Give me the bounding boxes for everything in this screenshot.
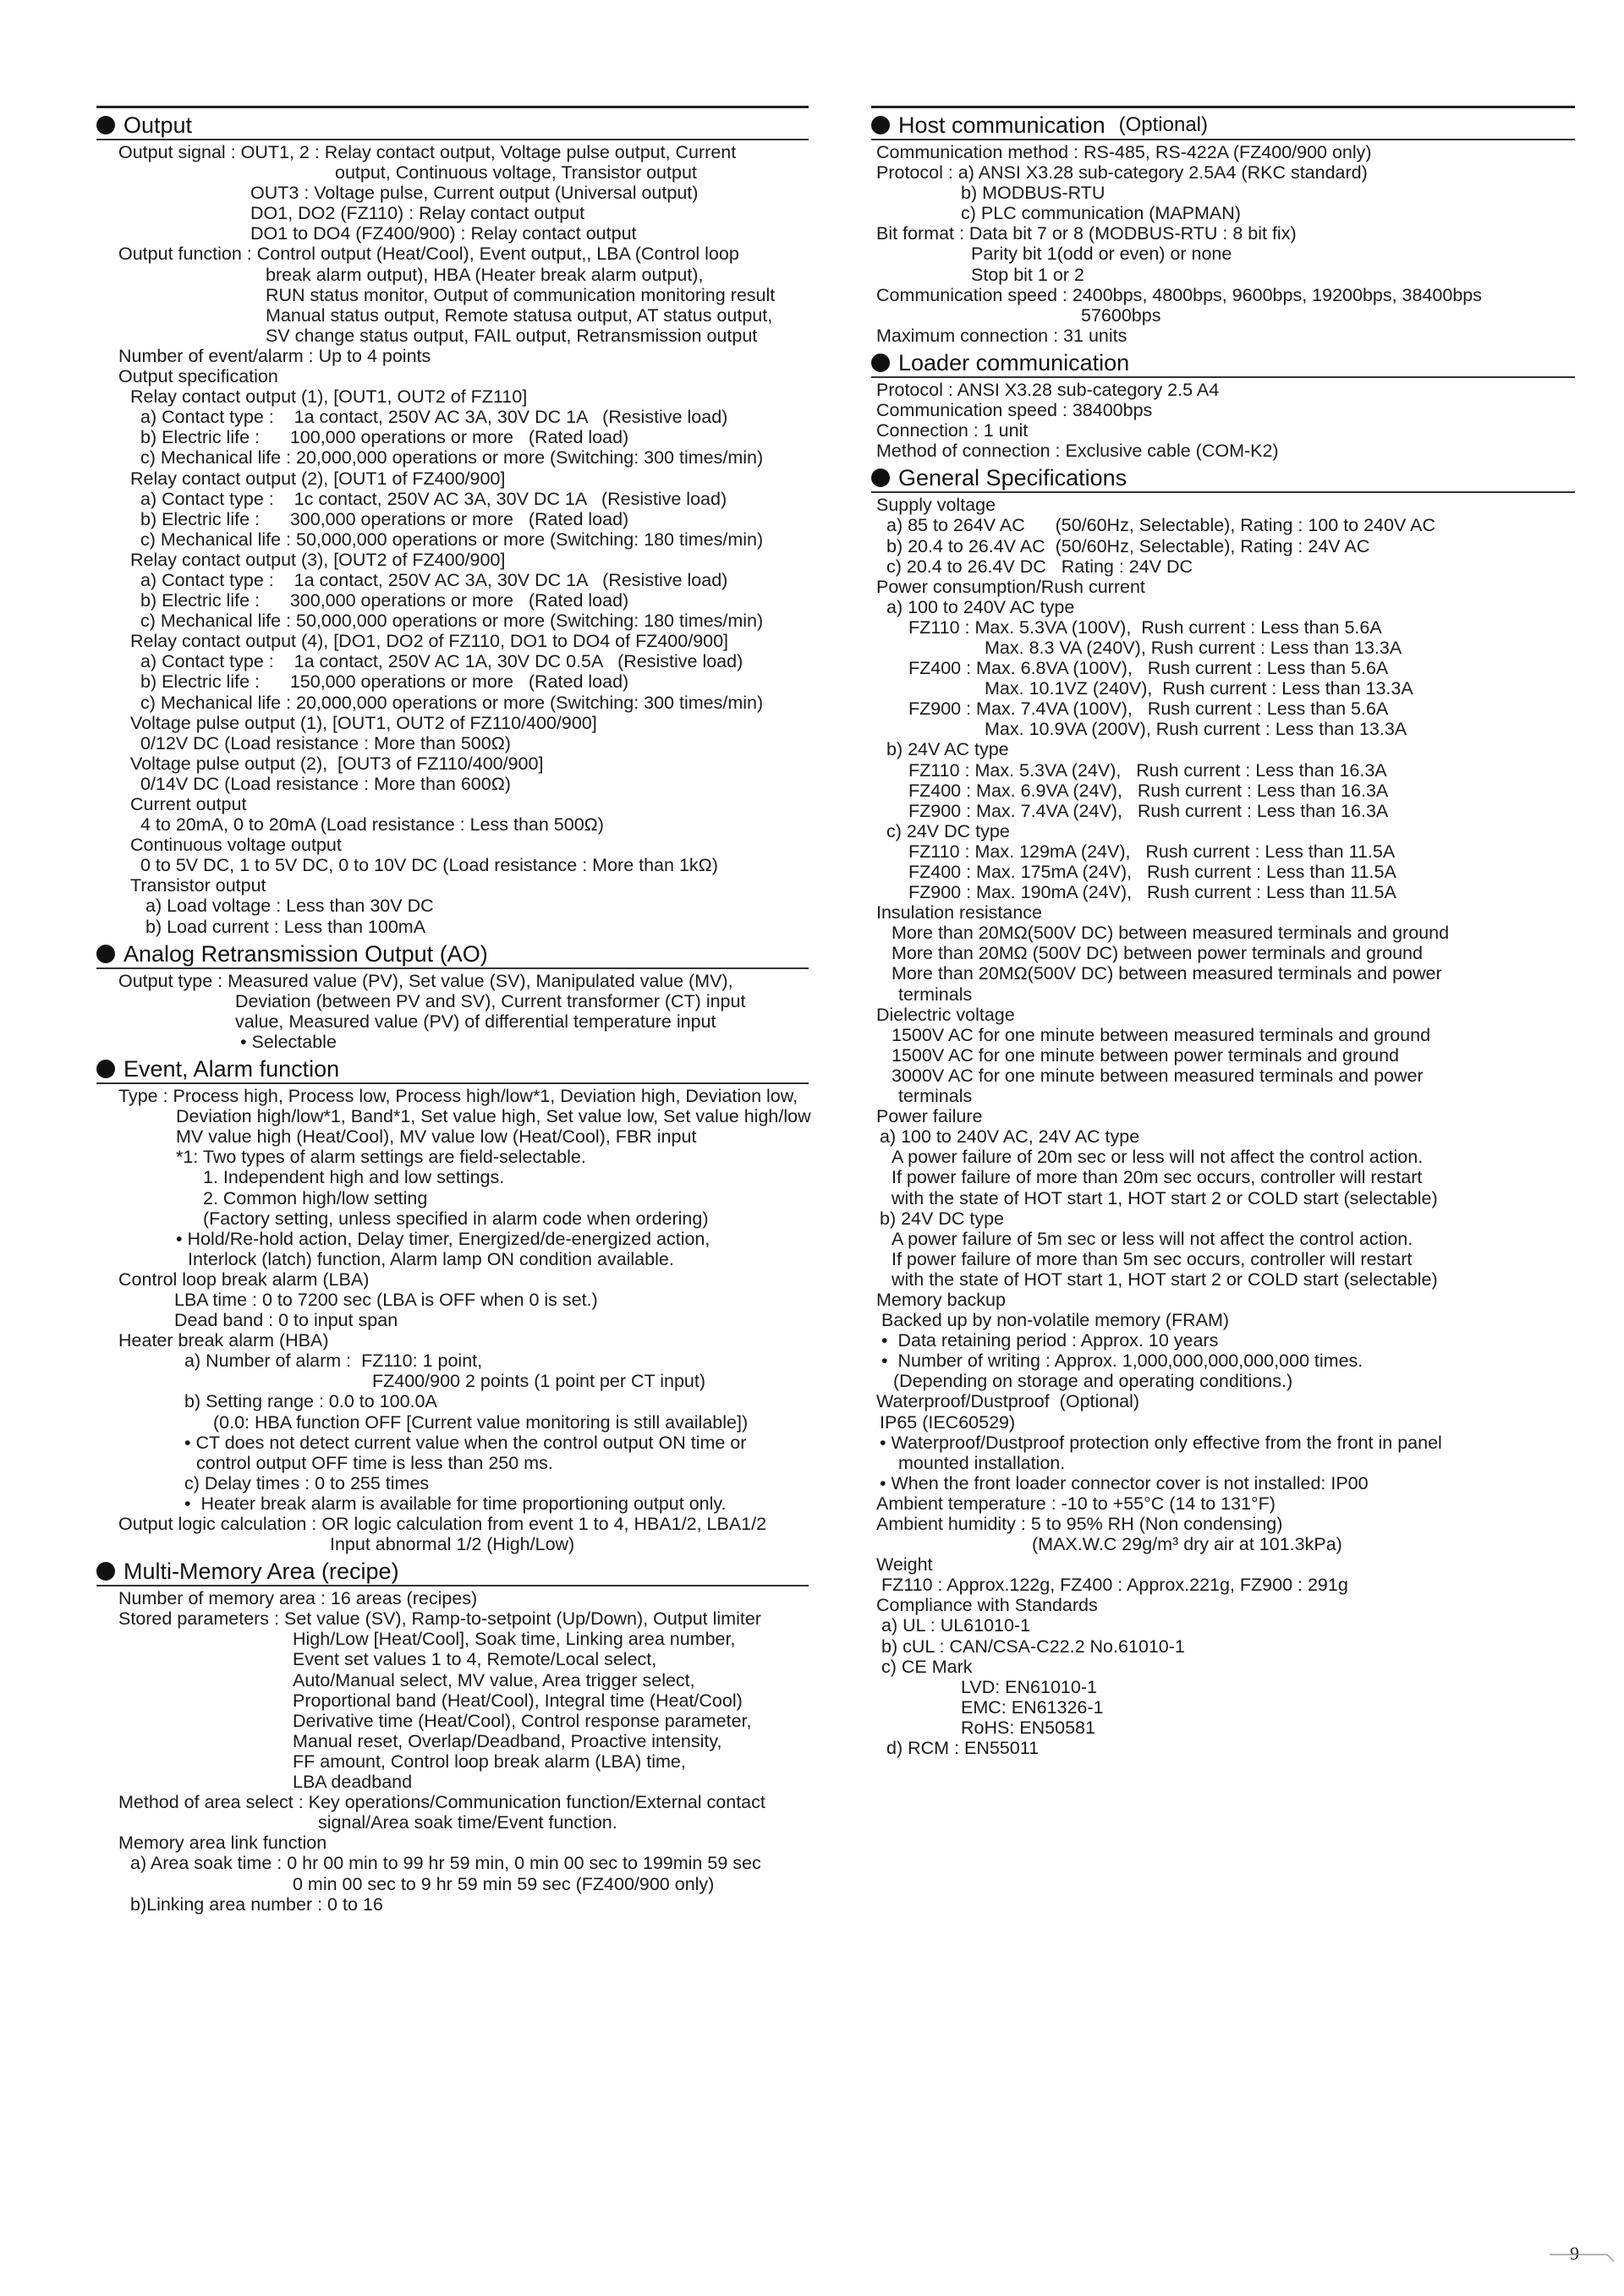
bullet-icon	[871, 116, 890, 134]
page-number: 9	[1570, 2243, 1579, 2264]
spec-line: Output function : Control output (Heat/Cool), Event output,, LBA (Control loop	[118, 244, 739, 265]
spec-line: Backed up by non-volatile memory (FRAM)	[881, 1310, 1230, 1331]
spec-line: Parity bit 1(odd or even) or none	[971, 244, 1232, 265]
spec-line: b)Linking area number : 0 to 16	[130, 1893, 383, 1915]
spec-line: FZ110 : Max. 129mA (24V), Rush current : Less than 11.5A	[908, 841, 1396, 862]
spec-line: Max. 10.9VA (200V), Rush current : Less than 13.3A	[985, 719, 1407, 740]
spec-line: a) 85 to 264V AC (50/60Hz, Selectable), Rating : 100 to 240V AC	[886, 515, 1435, 536]
spec-line: Event set values 1 to 4, Remote/Local select,	[293, 1649, 657, 1670]
spec-line: DO1 to DO4 (FZ400/900) : Relay contact output	[250, 223, 637, 244]
spec-line: Ambient humidity : 5 to 95% RH (Non condensing)	[876, 1514, 1283, 1534]
spec-line: Bit format : Data bit 7 or 8 (MODBUS-RTU : 8 bit fix)	[876, 223, 1297, 244]
spec-line: Waterproof/Dustproof (Optional)	[876, 1391, 1140, 1412]
bullet-icon	[871, 353, 890, 372]
spec-line: a) Number of alarm : FZ110: 1 point,	[184, 1351, 483, 1372]
spec-line: Voltage pulse output (1), [OUT1, OUT2 of FZ110/400/900]	[130, 712, 597, 733]
spec-line: RUN status monitor, Output of communication monitoring result	[266, 284, 776, 305]
spec-line: c) Delay times : 0 to 255 times	[184, 1472, 430, 1493]
spec-line: Heater break alarm (HBA)	[118, 1330, 329, 1351]
spec-line: Power failure	[876, 1106, 983, 1127]
spec-line: control output OFF time is less than 250 ms.	[196, 1452, 553, 1473]
spec-line: Manual status output, Remote statusa output, AT status output,	[266, 304, 773, 326]
spec-line: b) Electric life : 300,000 operations or more (Rated load)	[140, 590, 629, 611]
spec-line: 0/14V DC (Load resistance : More than 600Ω)	[140, 773, 511, 794]
spec-line: c) Mechanical life : 20,000,000 operations or more (Switching: 300 times/min)	[140, 692, 764, 713]
spec-line: a) 100 to 240V AC, 24V AC type	[880, 1126, 1140, 1148]
spec-line: Memory backup	[876, 1289, 1006, 1310]
spec-line: b) Electric life : 100,000 operations or more (Rated load)	[140, 427, 629, 448]
spec-line: Auto/Manual select, MV value, Area trigger select,	[293, 1669, 695, 1690]
spec-line: Output specification	[118, 366, 278, 387]
spec-line: DO1, DO2 (FZ110) : Relay contact output	[250, 203, 585, 224]
spec-line: LBA time : 0 to 7200 sec (LBA is OFF when 0 is set.)	[174, 1289, 598, 1310]
spec-line: a) Contact type : 1c contact, 250V AC 3A, 30V DC 1A (Resistive load)	[140, 488, 727, 509]
spec-line: mounted installation.	[898, 1452, 1066, 1473]
spec-line: b) 20.4 to 26.4V AC (50/60Hz, Selectable), Rating : 24V AC	[886, 535, 1370, 556]
spec-line: Derivative time (Heat/Cool), Control response parameter,	[293, 1710, 752, 1731]
spec-line: c) Mechanical life : 20,000,000 operations or more (Switching: 300 times/min)	[140, 447, 764, 469]
top-rule	[871, 106, 1575, 108]
spec-line: b) Load current : Less than 100mA	[145, 916, 426, 937]
spec-line: FZ110 : Max. 5.3VA (100V), Rush current : Less than 5.6A	[908, 616, 1382, 638]
spec-line: Proportional band (Heat/Cool), Integral time (Heat/Cool)	[293, 1690, 743, 1711]
spec-line: c) 24V DC type	[886, 820, 1010, 841]
spec-line: a) Area soak time : 0 hr 00 min to 99 hr 59 min, 0 min 00 sec to 199min 59 sec	[130, 1853, 761, 1874]
section-body	[96, 1084, 809, 1554]
spec-line: b) Electric life : 150,000 operations or more (Rated load)	[140, 671, 629, 693]
spec-line: FZ400 : Max. 6.9VA (24V), Rush current : Less than 16.3A	[908, 780, 1389, 801]
section-heading	[871, 464, 1575, 493]
spec-line: output, Continuous voltage, Transistor output	[335, 162, 697, 184]
spec-line: FZ400 : Max. 6.8VA (100V), Rush current : Less than 5.6A	[908, 658, 1389, 679]
spec-line: Communication method : RS-485, RS-422A (FZ400/900 only)	[876, 142, 1372, 162]
spec-line: Dielectric voltage	[876, 1004, 1015, 1025]
spec-line: FZ900 : Max. 190mA (24V), Rush current : Less than 11.5A	[908, 882, 1396, 903]
spec-line: d) RCM : EN55011	[886, 1738, 1040, 1759]
bullet-icon	[871, 469, 890, 487]
section-title: Output	[123, 112, 193, 138]
section-loader-communication	[871, 349, 1575, 461]
spec-line: 4 to 20mA, 0 to 20mA (Load resistance : Less than 500Ω)	[140, 814, 604, 836]
spec-line: Dead band : 0 to input span	[174, 1310, 398, 1331]
bullet-icon	[96, 945, 115, 963]
spec-line: Continuous voltage output	[130, 835, 342, 856]
bullet-icon	[96, 1562, 115, 1581]
spec-line: Current output	[130, 794, 247, 814]
spec-line: More than 20MΩ(500V DC) between measured terminals and power	[892, 963, 1442, 984]
spec-line: Output signal : OUT1, 2 : Relay contact output, Voltage pulse output, Current	[118, 142, 737, 162]
bullet-icon	[96, 1060, 115, 1078]
spec-line: Interlock (latch) function, Alarm lamp ON condition available.	[188, 1248, 674, 1269]
spec-line: Number of memory area : 16 areas (recipes)	[118, 1588, 478, 1609]
spec-line: a) Contact type : 1a contact, 250V AC 3A, 30V DC 1A (Resistive load)	[140, 407, 728, 428]
page-corner-mark	[1548, 2249, 1616, 2283]
spec-line: Communication speed : 38400bps	[876, 400, 1153, 421]
spec-line: Deviation (between PV and SV), Current transformer (CT) input	[235, 990, 746, 1011]
spec-line: 1500V AC for one minute between measured terminals and ground	[892, 1024, 1431, 1045]
section-heading	[96, 1055, 809, 1084]
section-event-alarm-function	[96, 1055, 809, 1554]
spec-line: (Depending on storage and operating conditions.)	[893, 1371, 1293, 1392]
spec-line: Ambient temperature : -10 to +55°C (14 to 131°F)	[876, 1493, 1276, 1514]
section-body	[96, 1586, 809, 1915]
section-host-communication	[871, 112, 1575, 346]
spec-line: a) Contact type : 1a contact, 250V AC 1A, 30V DC 0.5A (Resistive load)	[140, 651, 743, 672]
spec-line: Relay contact output (1), [OUT1, OUT2 of FZ110]	[130, 386, 528, 408]
spec-line: Voltage pulse output (2), [OUT3 of FZ110/400/900]	[130, 753, 544, 774]
spec-line: FZ900 : Max. 7.4VA (24V), Rush current : Less than 16.3A	[908, 800, 1389, 821]
spec-line: More than 20MΩ(500V DC) between measured terminals and ground	[892, 923, 1450, 944]
spec-line: 0/12V DC (Load resistance : More than 500Ω)	[140, 732, 511, 753]
spec-line: LVD: EN61010-1	[961, 1676, 1097, 1697]
spec-line: with the state of HOT start 1, HOT start 2 or COLD start (selectable)	[892, 1269, 1438, 1290]
spec-line: OUT3 : Voltage pulse, Current output (Universal output)	[250, 183, 699, 204]
section-output	[96, 112, 809, 937]
spec-line: Connection : 1 unit	[876, 420, 1029, 441]
spec-line: b) Electric life : 300,000 operations or more (Rated load)	[140, 508, 629, 529]
spec-line: A power failure of 5m sec or less will not affect the control action.	[892, 1228, 1413, 1249]
spec-line: Maximum connection : 31 units	[876, 325, 1127, 346]
section-body	[871, 378, 1575, 461]
spec-line: If power failure of more than 20m sec occurs, controller will restart	[892, 1167, 1423, 1188]
spec-line: Stored parameters : Set value (SV), Ramp-to-setpoint (Up/Down), Output limiter	[118, 1608, 761, 1630]
spec-line: SV change status output, FAIL output, Retransmission output	[266, 325, 758, 346]
section-heading	[871, 349, 1575, 378]
spec-line: c) Mechanical life : 50,000,000 operations or more (Switching: 180 times/min)	[140, 611, 764, 632]
spec-line: Protocol : ANSI X3.28 sub-category 2.5 A4	[876, 379, 1220, 400]
spec-line: 0 to 5V DC, 1 to 5V DC, 0 to 10V DC (Load resistance : More than 1kΩ)	[140, 855, 718, 876]
section-title: Event, Alarm function	[123, 1056, 340, 1082]
spec-line: Weight	[876, 1554, 933, 1575]
section-title: Host communication	[898, 112, 1106, 138]
spec-line: signal/Area soak time/Event function.	[318, 1812, 617, 1833]
spec-line: terminals	[898, 984, 973, 1005]
spec-line: c) 20.4 to 26.4V DC Rating : 24V DC	[886, 556, 1193, 577]
section-body	[96, 969, 809, 1052]
left-column	[96, 106, 809, 1915]
spec-line: 1500V AC for one minute between power terminals and ground	[892, 1044, 1399, 1066]
spec-line: Output type : Measured value (PV), Set value (SV), Manipulated value (MV),	[118, 970, 733, 991]
spec-line: MV value high (Heat/Cool), MV value low (Heat/Cool), FBR input	[176, 1126, 697, 1148]
spec-line: High/Low [Heat/Cool], Soak time, Linking area number,	[293, 1629, 736, 1650]
spec-line: Output logic calculation : OR logic calculation from event 1 to 4, HBA1/2, LBA1/2	[118, 1514, 767, 1534]
spec-line: Memory area link function	[118, 1833, 327, 1854]
spec-line: 1. Independent high and low settings.	[203, 1167, 505, 1188]
spec-line: • When the front loader connector cover is not installed: IP00	[880, 1472, 1369, 1493]
section-general-specifications	[871, 464, 1575, 1758]
spec-line: Relay contact output (4), [DO1, DO2 of FZ110, DO1 to DO4 of FZ400/900]	[130, 631, 729, 652]
top-rule	[96, 106, 809, 108]
spec-line: Supply voltage	[876, 495, 996, 516]
spec-line: Number of event/alarm : Up to 4 points	[118, 345, 431, 366]
spec-line: A power failure of 20m sec or less will not affect the control action.	[892, 1147, 1424, 1168]
spec-line: RoHS: EN50581	[961, 1717, 1095, 1738]
bullet-icon	[96, 116, 115, 134]
spec-line: c) PLC communication (MAPMAN)	[961, 203, 1241, 224]
spec-line: Manual reset, Overlap/Deadband, Proactive intensity,	[293, 1730, 722, 1751]
spec-line: Type : Process high, Process low, Process high/low*1, Deviation high, Deviation low,	[118, 1086, 798, 1107]
spec-line: c) CE Mark	[881, 1656, 973, 1677]
spec-line: b) cUL : CAN/CSA-C22.2 No.61010-1	[881, 1636, 1185, 1657]
spec-line: Input abnormal 1/2 (High/Low)	[330, 1534, 575, 1555]
spec-line: • Heater break alarm is available for time proportioning output only.	[184, 1493, 727, 1514]
section-heading	[96, 112, 809, 140]
right-column	[871, 106, 1575, 1758]
spec-line: b) Setting range : 0.0 to 100.0A	[184, 1391, 437, 1412]
spec-line: FZ400/900 2 points (1 point per CT input)	[372, 1371, 705, 1392]
spec-line: Power consumption/Rush current	[876, 576, 1145, 597]
spec-line: • Hold/Re-hold action, Delay timer, Energized/de-energized action,	[176, 1228, 710, 1249]
section-body	[96, 140, 809, 937]
spec-line: (0.0: HBA function OFF [Current value monitoring is still available])	[213, 1411, 749, 1433]
spec-line: a) 100 to 240V AC type	[886, 596, 1075, 617]
spec-line: • CT does not detect current value when the control output ON time or	[184, 1432, 747, 1453]
spec-line: Insulation resistance	[876, 902, 1042, 923]
section-analog-retransmission-output-ao	[96, 940, 809, 1052]
spec-line: Method of connection : Exclusive cable (COM-K2)	[876, 441, 1279, 462]
spec-line: *1: Two types of alarm settings are field-selectable.	[176, 1147, 586, 1168]
section-title: Multi-Memory Area (recipe)	[123, 1559, 399, 1585]
spec-line: • Number of writing : Approx. 1,000,000,000,000,000 times.	[881, 1351, 1363, 1372]
spec-line: b) 24V DC type	[880, 1208, 1004, 1229]
spec-line: LBA deadband	[293, 1772, 413, 1793]
spec-line: Max. 10.1VZ (240V), Rush current : Less than 13.3A	[985, 678, 1413, 699]
spec-line: c) Mechanical life : 50,000,000 operations or more (Switching: 180 times/min)	[140, 529, 764, 550]
spec-line: Control loop break alarm (LBA)	[118, 1269, 370, 1290]
spec-line: Protocol : a) ANSI X3.28 sub-category 2.5A4 (RKC standard)	[876, 162, 1368, 184]
section-title: Loader communication	[898, 349, 1130, 375]
spec-line: Stop bit 1 or 2	[971, 264, 1084, 285]
section-title: Analog Retransmission Output (AO)	[123, 940, 488, 967]
section-heading	[96, 940, 809, 969]
spec-line: FZ900 : Max. 7.4VA (100V), Rush current : Less than 5.6A	[908, 699, 1389, 720]
spec-line: IP65 (IEC60529)	[880, 1411, 1016, 1433]
spec-line: Compliance with Standards	[876, 1595, 1098, 1616]
spec-line: a) Contact type : 1a contact, 250V AC 3A, 30V DC 1A (Resistive load)	[140, 569, 728, 590]
spec-line: a) UL : UL61010-1	[881, 1615, 1031, 1636]
spec-line: If power failure of more than 5m sec occurs, controller will restart	[892, 1248, 1413, 1269]
section-body	[871, 140, 1575, 346]
spec-line: Deviation high/low*1, Band*1, Set value high, Set value low, Set value high/low	[176, 1106, 811, 1127]
spec-line: (MAX.W.C 29g/m³ dry air at 101.3kPa)	[1032, 1534, 1342, 1555]
spec-line: break alarm output), HBA (Heater break alarm output),	[266, 264, 704, 285]
spec-line: b) 24V AC type	[886, 739, 1009, 760]
spec-line: Communication speed : 2400bps, 4800bps, 9600bps, 19200bps, 38400bps	[876, 284, 1483, 305]
spec-line: FF amount, Control loop break alarm (LBA) time,	[293, 1751, 686, 1772]
spec-line: 57600bps	[1081, 304, 1161, 326]
spec-line: EMC: EN61326-1	[961, 1696, 1104, 1718]
spec-line: • Selectable	[240, 1031, 337, 1052]
spec-line: Max. 8.3 VA (240V), Rush current : Less than 13.3A	[985, 637, 1402, 658]
spec-line: with the state of HOT start 1, HOT start 2 or COLD start (selectable)	[892, 1187, 1438, 1208]
section-subtitle: (Optional)	[1118, 113, 1208, 136]
spec-line: Relay contact output (3), [OUT2 of FZ400/900]	[130, 549, 506, 570]
spec-line: (Factory setting, unless specified in alarm code when ordering)	[203, 1208, 709, 1229]
section-multi-memory-area-recipe	[96, 1558, 809, 1915]
spec-line: b) MODBUS-RTU	[961, 183, 1106, 204]
spec-line: FZ110 : Max. 5.3VA (24V), Rush current : Less than 16.3A	[908, 759, 1387, 781]
spec-line: • Data retaining period : Approx. 10 years	[881, 1330, 1219, 1351]
spec-line: Method of area select : Key operations/Communication function/External contact	[118, 1792, 765, 1813]
spec-line: More than 20MΩ (500V DC) between power terminals and ground	[892, 943, 1423, 964]
spec-line: Relay contact output (2), [OUT1 of FZ400/900]	[130, 468, 506, 489]
spec-line: 0 min 00 sec to 9 hr 59 min 59 sec (FZ400/900 only)	[293, 1873, 715, 1894]
spec-line: 2. Common high/low setting	[203, 1187, 428, 1208]
spec-line: value, Measured value (PV) of differential temperature input	[235, 1011, 716, 1032]
section-body	[871, 493, 1575, 1758]
spec-line: terminals	[898, 1086, 973, 1107]
section-heading	[871, 112, 1575, 140]
spec-line: FZ110 : Approx.122g, FZ400 : Approx.221g, FZ900 : 291g	[881, 1575, 1348, 1596]
spec-line: • Waterproof/Dustproof protection only effective from the front in panel	[880, 1432, 1442, 1453]
section-title: General Specifications	[898, 465, 1127, 491]
spec-line: a) Load voltage : Less than 30V DC	[145, 896, 434, 917]
spec-line: Transistor output	[130, 875, 266, 896]
section-heading	[96, 1558, 809, 1586]
spec-line: FZ400 : Max. 175mA (24V), Rush current : Less than 11.5A	[908, 862, 1396, 882]
spec-line: 3000V AC for one minute between measured terminals and power	[892, 1065, 1424, 1086]
